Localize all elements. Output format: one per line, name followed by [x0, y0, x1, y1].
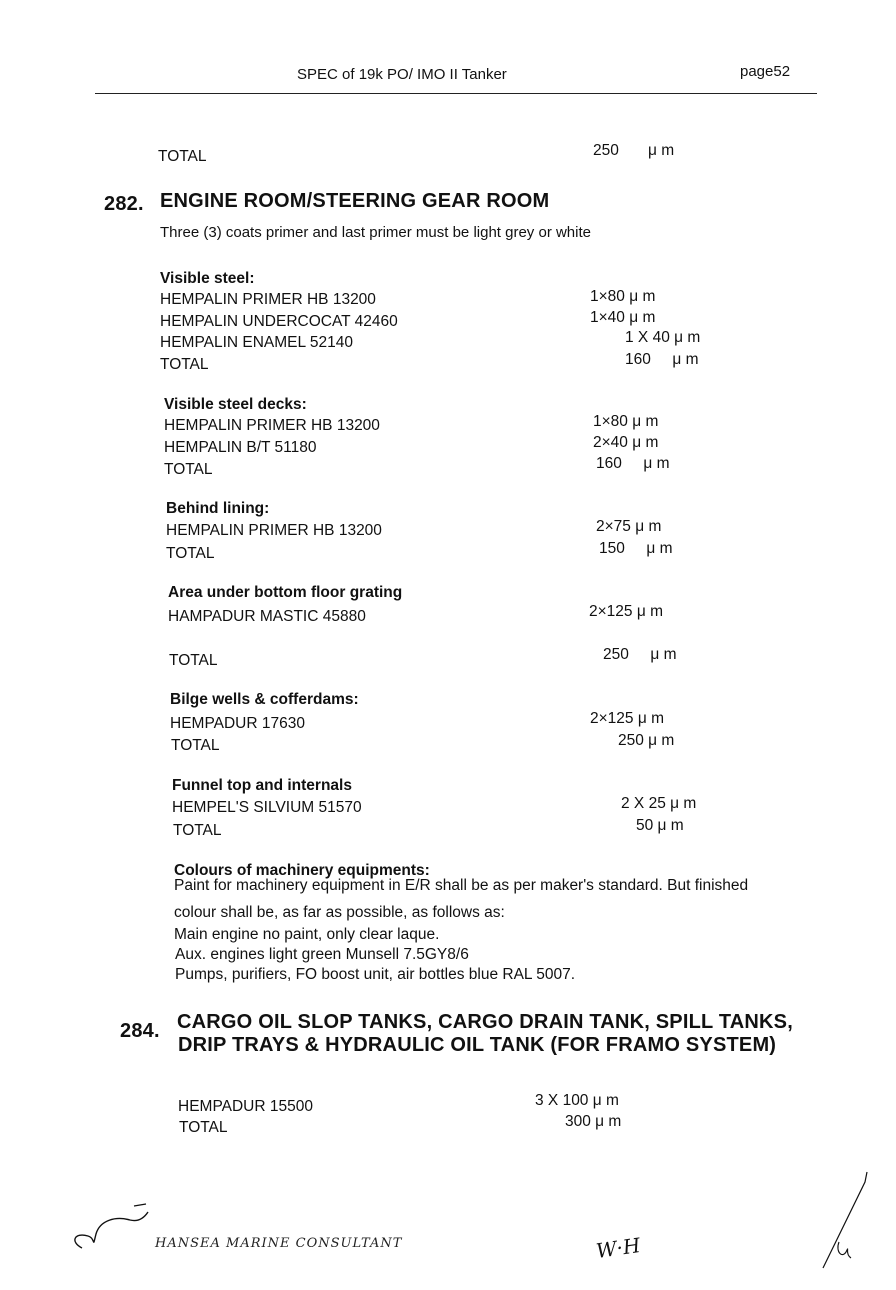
bilge-wells-item: HEMPADUR 17630: [170, 715, 305, 732]
behind-lining-heading: Behind lining:: [166, 500, 270, 517]
section-284-total-value: 300 μ m: [565, 1113, 622, 1130]
bilge-wells-heading: Bilge wells & cofferdams:: [170, 691, 359, 708]
grating-total-value: 250 μ m: [603, 646, 677, 663]
visible-steel-value: 1×40 μ m: [590, 309, 656, 326]
behind-lining-item: HEMPALIN PRIMER HB 13200: [166, 522, 382, 539]
page-header-title: SPEC of 19k PO/ IMO II Tanker: [297, 66, 507, 83]
section-284-item: HEMPADUR 15500: [178, 1098, 313, 1115]
funnel-heading: Funnel top and internals: [172, 777, 352, 794]
consultant-name: HANSEA MARINE CONSULTANT: [155, 1236, 403, 1251]
visible-steel-item: HEMPALIN ENAMEL 52140: [160, 334, 353, 351]
visible-steel-total-value: 160 μ m: [625, 351, 699, 368]
visible-steel-heading: Visible steel:: [160, 270, 255, 287]
bilge-wells-total: TOTAL: [171, 737, 220, 754]
visible-steel-decks-value: 2×40 μ m: [593, 434, 659, 451]
visible-steel-value: 1 X 40 μ m: [625, 329, 701, 346]
colours-text-line: colour shall be, as far as possible, as follows as:: [174, 904, 505, 921]
funnel-total-value: 50 μ m: [636, 817, 684, 834]
header-rule: [95, 93, 817, 94]
visible-steel-decks-heading: Visible steel decks:: [164, 396, 307, 413]
top-total-label: TOTAL: [158, 148, 207, 165]
colours-heading: Colours of machinery equipments:: [174, 862, 430, 879]
grating-total: TOTAL: [169, 652, 218, 669]
colours-text-line: Pumps, purifiers, FO boost unit, air bottles blue RAL 5007.: [175, 966, 576, 983]
visible-steel-decks-item: HEMPALIN B/T 51180: [164, 439, 317, 456]
behind-lining-value: 2×75 μ m: [596, 518, 662, 535]
behind-lining-total-value: 150 μ m: [599, 540, 673, 557]
section-284-title-line2: DRIP TRAYS & HYDRAULIC OIL TANK (FOR FRAMO SYSTEM): [178, 1034, 777, 1056]
visible-steel-value: 1×80 μ m: [590, 288, 656, 305]
section-284-title-line1: CARGO OIL SLOP TANKS, CARGO DRAIN TANK, SPILL TANKS,: [177, 1011, 793, 1033]
visible-steel-decks-total: TOTAL: [164, 461, 213, 478]
visible-steel-item: HEMPALIN PRIMER HB 13200: [160, 291, 376, 308]
funnel-value: 2 X 25 μ m: [621, 795, 697, 812]
top-total-value: 250: [593, 142, 619, 159]
visible-steel-decks-total-value: 160 μ m: [596, 455, 670, 472]
grating-item: HAMPADUR MASTIC 45880: [168, 608, 366, 625]
section-282-title: ENGINE ROOM/STEERING GEAR ROOM: [160, 190, 550, 212]
grating-value: 2×125 μ m: [589, 603, 663, 620]
right-signature-mark: [815, 1168, 875, 1273]
top-total-unit: μ m: [648, 142, 675, 159]
colours-text-line: Paint for machinery equipment in E/R shall be as per maker's standard. But finished: [174, 877, 749, 894]
visible-steel-item: HEMPALIN UNDERCOCAT 42460: [160, 313, 398, 330]
initials-mark: W·H: [594, 1233, 642, 1263]
section-284-number: 284.: [120, 1020, 160, 1042]
page-number: page52: [740, 63, 791, 80]
section-282-number: 282.: [104, 193, 144, 215]
visible-steel-total: TOTAL: [160, 356, 209, 373]
bilge-wells-total-value: 250 μ m: [618, 732, 675, 749]
left-signature-mark: [66, 1198, 156, 1258]
grating-heading: Area under bottom floor grating: [168, 584, 403, 601]
funnel-total: TOTAL: [173, 822, 222, 839]
funnel-item: HEMPEL'S SILVIUM 51570: [172, 799, 362, 816]
behind-lining-total: TOTAL: [166, 545, 215, 562]
bilge-wells-value: 2×125 μ m: [590, 710, 664, 727]
section-284-total: TOTAL: [179, 1119, 228, 1136]
visible-steel-decks-item: HEMPALIN PRIMER HB 13200: [164, 417, 380, 434]
section-284-value: 3 X 100 μ m: [535, 1092, 619, 1109]
colours-text-line: Aux. engines light green Munsell 7.5GY8/6: [175, 946, 469, 963]
visible-steel-decks-value: 1×80 μ m: [593, 413, 659, 430]
section-282-intro: Three (3) coats primer and last primer must be light grey or white: [160, 224, 591, 241]
colours-text-line: Main engine no paint, only clear laque.: [174, 926, 440, 943]
